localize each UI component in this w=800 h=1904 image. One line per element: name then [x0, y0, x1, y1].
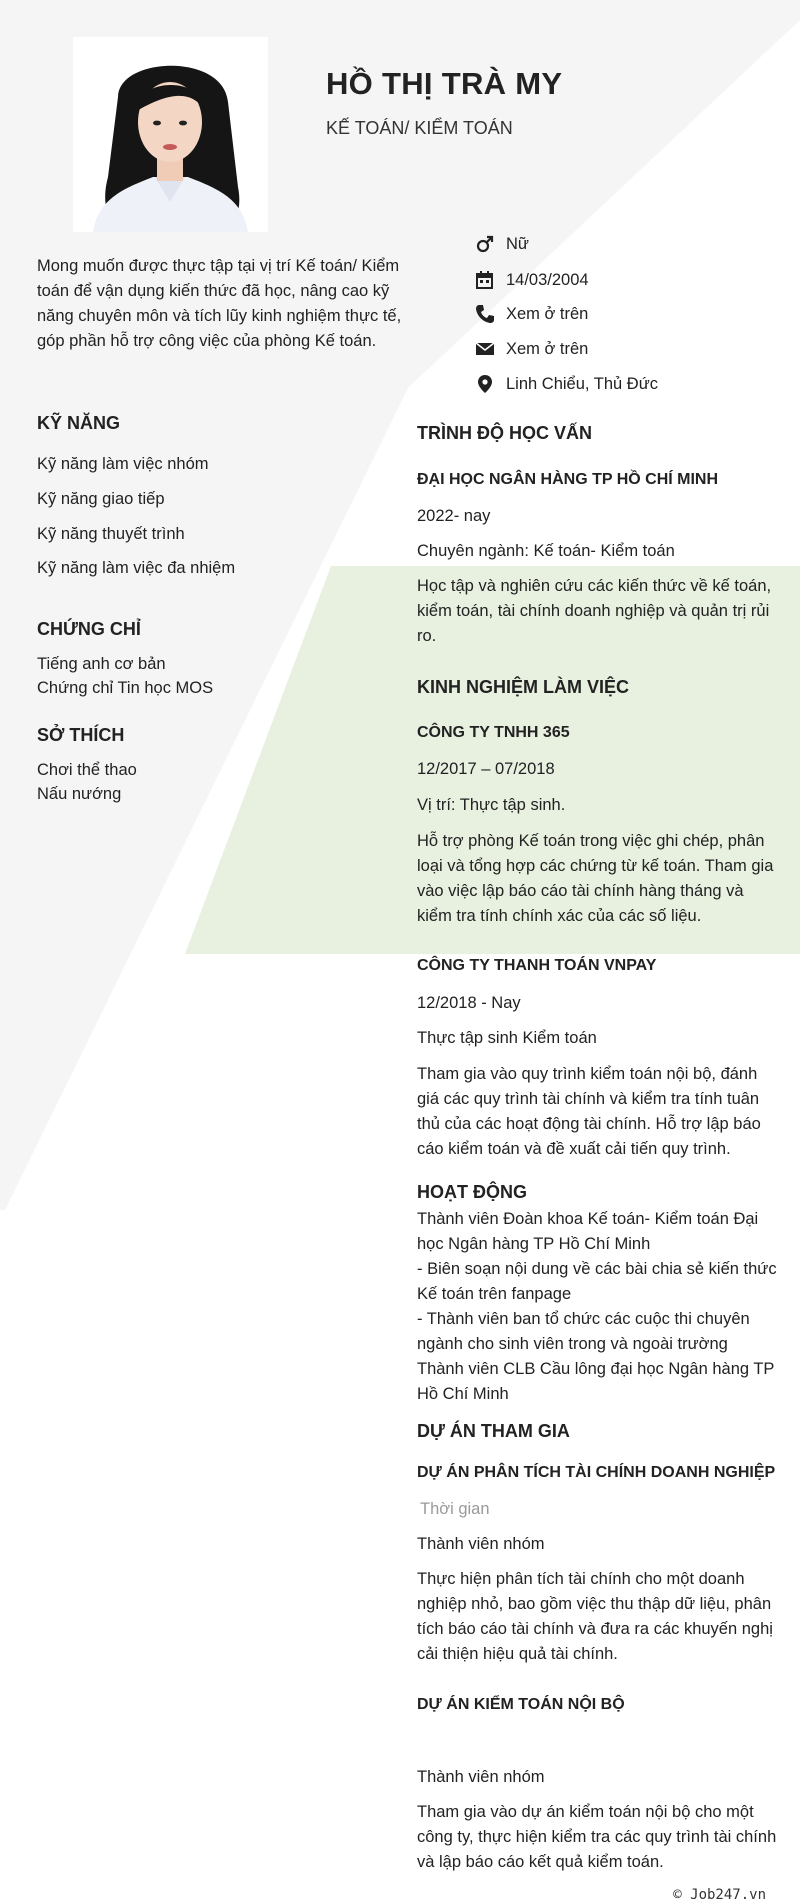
calendar-icon: [474, 269, 496, 291]
gender-value: Nữ: [506, 234, 529, 253]
activity-line: - Biên soạn nội dung về các bài chia sẻ kiến thức Kế toán trên fanpage: [417, 1260, 777, 1303]
job-description: Tham gia vào quy trình kiểm toán nội bộ, đánh giá các quy trình tài chính và kiểm tra tính tuân thủ của các hoạt động tài chính. Hỗ trợ lập báo cáo kiểm toán và đề xuất cải tiến quy trình.: [417, 1065, 761, 1158]
job-company: CÔNG TY THANH TOÁN VNPAY: [417, 957, 657, 974]
job-role: Thực tập sinh Kiểm toán: [417, 1029, 597, 1047]
job-period: 12/2017 – 07/2018: [417, 760, 555, 778]
info-phone: [474, 301, 588, 327]
project-time-placeholder: Thời gian: [420, 1500, 490, 1518]
footer-watermark: © Job247.vn: [673, 1887, 766, 1903]
certificate-item: Tiếng anh cơ bản: [37, 655, 166, 673]
job-company: CÔNG TY TNHH 365: [417, 724, 570, 741]
career-objective: Mong muốn được thực tập tại vị trí Kế toán/ Kiểm toán để vận dụng kiến thức đã học, nâng cao kỹ năng chuyên môn và tích lũy kinh nghiệm thực tế, góp phần hỗ trợ công việc của phòng Kế toán.: [37, 257, 402, 350]
skill-item: Kỹ năng thuyết trình: [37, 525, 185, 543]
experience-heading: KINH NGHIỆM LÀM VIỆC: [417, 677, 630, 697]
skill-item: Kỹ năng làm việc nhóm: [37, 455, 209, 473]
profile-photo: [73, 37, 268, 232]
education-heading: TRÌNH ĐỘ HỌC VẤN: [417, 423, 592, 443]
project-role: Thành viên nhóm: [417, 1768, 545, 1786]
activity-line: - Thành viên ban tổ chức các cuộc thi chuyên ngành cho sinh viên trong và ngoài trường: [417, 1310, 750, 1353]
skill-item: Kỹ năng làm việc đa nhiệm: [37, 559, 236, 577]
info-address: [474, 371, 658, 397]
projects-heading: DỰ ÁN THAM GIA: [417, 1421, 570, 1441]
job-role: Vị trí: Thực tập sinh.: [417, 796, 566, 814]
hobby-item: Chơi thể thao: [37, 761, 137, 779]
info-gender: [474, 231, 529, 257]
school-name: ĐẠI HỌC NGÂN HÀNG TP HỒ CHÍ MINH: [417, 471, 719, 488]
education-description: Học tập và nghiên cứu các kiến thức về kế toán, kiểm toán, tài chính doanh nghiệp và quản trị rủi ro.: [417, 577, 772, 645]
activities-heading: HOẠT ĐỘNG: [417, 1182, 527, 1202]
activity-line: Thành viên CLB Cầu lông đại học Ngân hàng TP Hồ Chí Minh: [417, 1360, 775, 1403]
email-value: Xem ở trên: [506, 339, 589, 358]
education-period: 2022- nay: [417, 507, 491, 525]
job-period: 12/2018 - Nay: [417, 994, 521, 1012]
job-description: Hỗ trợ phòng Kế toán trong việc ghi chép, phân loại và tổng hợp các chứng từ kế toán. Tham gia vào việc lập báo cáo tài chính hàng tháng và kiểm tra tính chính xác của các số liệu.: [417, 832, 774, 925]
address-value: Linh Chiểu, Thủ Đức: [506, 374, 658, 393]
skills-heading: KỸ NĂNG: [37, 413, 121, 433]
activities-list: [417, 1207, 782, 1407]
candidate-name: HỒ THỊ TRÀ MY: [326, 66, 563, 101]
mail-icon: [474, 338, 496, 360]
job-title: KẾ TOÁN/ KIỂM TOÁN: [326, 118, 513, 138]
hobby-item: Nấu nướng: [37, 785, 122, 803]
project-role: Thành viên nhóm: [417, 1535, 545, 1553]
info-email: [474, 336, 588, 362]
location-pin-icon: [474, 373, 496, 395]
gender-icon: [474, 233, 496, 255]
project-name: DỰ ÁN KIỂM TOÁN NỘI BỘ: [417, 1696, 625, 1713]
certificate-item: Chứng chỉ Tin học MOS: [37, 679, 214, 697]
phone-icon: [474, 303, 496, 325]
project-description: Thực hiện phân tích tài chính cho một doanh nghiệp nhỏ, bao gồm việc thu thập dữ liệu, phân tích báo cáo tài chính và đưa ra các khuyến nghị cải thiện hiệu quả tài chính.: [417, 1570, 773, 1663]
education-major: Chuyên ngành: Kế toán- Kiểm toán: [417, 542, 675, 560]
project-name: DỰ ÁN PHÂN TÍCH TÀI CHÍNH DOANH NGHIỆP: [417, 1464, 776, 1481]
skill-item: Kỹ năng giao tiếp: [37, 490, 165, 508]
info-birthday: [474, 267, 589, 293]
activity-line: Thành viên Đoàn khoa Kế toán- Kiểm toán Đại học Ngân hàng TP Hồ Chí Minh: [417, 1210, 759, 1253]
hobbies-heading: SỞ THÍCH: [37, 725, 125, 745]
phone-value: Xem ở trên: [506, 304, 589, 323]
certificates-heading: CHỨNG CHỈ: [37, 619, 141, 639]
avatar: [73, 37, 268, 232]
project-description: Tham gia vào dự án kiểm toán nội bộ cho một công ty, thực hiện kiểm tra các quy trình tài chính và lập báo cáo kết quả kiểm toán.: [417, 1803, 777, 1871]
birthday-value: 14/03/2004: [506, 270, 589, 289]
